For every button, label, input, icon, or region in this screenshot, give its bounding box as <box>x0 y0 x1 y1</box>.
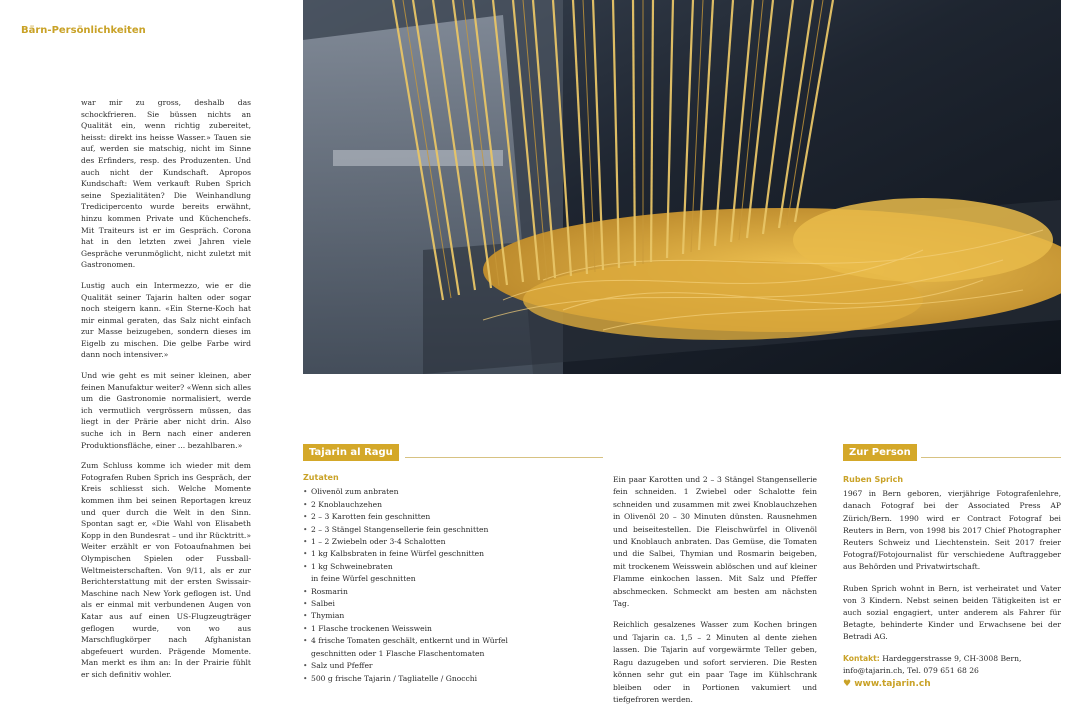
section-label: Bärn-Persönlichkeiten <box>21 25 146 36</box>
ingredient-item: • Olivenöl zum anbraten <box>303 486 513 498</box>
ingredient-item: in feine Würfel geschnitten <box>311 574 416 584</box>
ingredient-item: • 500 g frische Tajarin / Tagliatelle / Gnocchi <box>303 673 513 685</box>
article-left-column <box>81 97 251 690</box>
ingredients-list <box>303 486 513 685</box>
paragraph-3: Und wie geht es mit seiner kleinen, aber feinen Manufaktur weiter? «Wenn sich alles um die Gastronomie normalisiert, werde ich vermutlich vergrössern müssen, das liegt in der Prärie aber nicht drin. Also suche ich in Bern nach einer anderen Produktionsfläche, einer ... bezahlbaren.» <box>81 371 251 450</box>
contact-address: Hardeggerstrasse 9, CH-3008 Bern, <box>882 653 1022 663</box>
person-bio: 1967 in Bern geboren, vierjährige Fotografenlehre, danach Fotograf bei der Associated Press AP Zürich/Bern. 1990 wird er Contract Fotograf bei Reuters in Bern, von 1998 bis 2017 Chief Photographer Reuters Schweiz und Liechtenstein. Seit 2017 freier Fotograf/Fotojournalist für verschiedene Auftraggeber aus Behörden und Privatwirtschaft. <box>843 489 1061 572</box>
recipe-ingredients <box>303 472 513 685</box>
ingredient-item: • 2 – 3 Stängel Stangensellerie fein geschnitten <box>303 524 513 536</box>
ingredient-item: • Rosmarin <box>303 586 513 598</box>
recipe-title: Tajarin al Ragu <box>303 444 399 461</box>
paragraph-2: Lustig auch ein Intermezzo, wie er die Qualität seiner Tajarin halten oder sogar noch steigern kann. «Ein Sterne-Koch hat mir einmal geraten, das Salz nicht einfach zur Masse beizugeben, sondern dieses im Eigelb zu mischen. Die gelbe Farbe wird dann noch intensiver.» <box>81 280 251 360</box>
contact-email-phone: info@tajarin.ch, Tel. 079 651 68 26 <box>843 665 979 675</box>
ingredients-heading: Zutaten <box>303 473 339 482</box>
ingredient-item: • 1 – 2 Zwiebeln oder 3-4 Schalotten <box>303 536 513 548</box>
ingredient-item: geschnitten oder 1 Flasche Flaschentomaten <box>311 648 485 658</box>
ingredient-item: • 1 Flasche trockenen Weisswein <box>303 623 513 635</box>
recipe-divider <box>405 457 603 458</box>
ingredient-item: • 1 kg Schweinebraten <box>303 561 513 573</box>
person-name: Ruben Sprich <box>843 475 904 484</box>
method-paragraph-2: Reichlich gesalzenes Wasser zum Kochen bringen und Tajarin ca. 1,5 – 2 Minuten al dente ziehen lassen. Die Tajarin auf vorgewärmte Teller geben, Ragu dazugeben und sofort servieren. Die Resten können sehr gut ein paar Tage im Kühlschrank bleiben oder in Portionen vakumiert und tiefgefroren werden. <box>613 620 817 704</box>
ingredient-item: • Thymian <box>303 610 513 622</box>
person-contact <box>843 653 1061 677</box>
tajarin-pasta-photo <box>303 0 1061 374</box>
person-divider <box>921 457 1061 458</box>
method-paragraph-1: Ein paar Karotten und 2 – 3 Stängel Stangensellerie fein schneiden. 1 Zwiebel oder Schalotte fein schneiden und zusammen mit zwei Knoblauchzehen in Olivenöl 20 – 30 Minuten dünsten. Rausnehmen und beiseitestellen. Die Fleischwürfel in Olivenöl und Knoblauch anbraten. Das Gemüse, die Tomaten und die Salbei, Thymian und Rosmarin beigeben, mit trockenem Weisswein ablöschen und auf kleiner Flamme einkochen lassen. Mit Salz und Pfeffer abschmecken. Schmeckt am besten am nächsten Tag. <box>613 475 817 609</box>
ingredient-item: • Salz und Pfeffer <box>303 660 513 672</box>
person-title: Zur Person <box>843 444 917 461</box>
ingredient-item: • 1 kg Kalbsbraten in feine Würfel geschnitten <box>303 548 513 560</box>
website-link[interactable]: ♥ www.tajarin.ch <box>843 679 931 689</box>
contact-label: Kontakt: <box>843 653 880 663</box>
recipe-method <box>613 474 817 715</box>
ingredient-item: • Salbei <box>303 598 513 610</box>
ingredient-item: • 4 frische Tomaten geschält, entkernt und in Würfel <box>303 635 513 647</box>
ingredient-item: • 2 – 3 Karotten fein geschnitten <box>303 511 513 523</box>
paragraph-4: Zum Schluss komme ich wieder mit dem Fotografen Ruben Sprich ins Gespräch, der Kreis schliesst sich. Welche Momente kommen ihm bei seinen Reportagen kreuz und quer durch die Welt in den Sinn. Spontan sagt er, «Die Wahl von Elisabeth Kopp in den Bundesrat – und ihr Rücktritt.» Weiter erzählt er von Fotoaufnahmen bei Olympischen Spielen oder Fussball-Weltmeisterschaften. Von 9/11, als er zur Berichterstattung mit der ersten Swissair-Maschine nach New York geflogen ist. Und als er einmal mit verbundenen Augen von Katar aus auf einen US-Flugzeugträger geflogen wurde, von wo aus Marschflugkörper nach Afghanistan abgefeuert wurden. Prägende Momente. Man merkt es ihm an: In der Prairie fühlt er sich definitiv wohler. <box>81 461 251 679</box>
ingredient-item: • 2 Knoblauchzehen <box>303 499 513 511</box>
person-column <box>843 474 1061 686</box>
paragraph-1: war mir zu gross, deshalb das schockfrieren. Sie büssen nichts an Qualität ein, wenn richtig zubereitet, heisst: direkt ins heisse Wasser.» Tauen sie auf, werden sie matschig, nicht im Sinne des Erfinders, resp. des Produzenten. Und auch nicht der Kundschaft. Apropos Kundschaft: Wem verkauft Ruben Sprich seine Spezialitäten? Die Weinhandlung Tredicipercento wurde bereits erwähnt, hinzu kommen Private und Küchenchefs. Mit Traiteurs ist er im Gespräch. Corona hat in den letzten zwei Jahren viele Gespräche verunmöglicht, nicht zuletzt mit Gastronomen. <box>81 98 251 270</box>
person-family: Ruben Sprich wohnt in Bern, ist verheiratet und Vater von 3 Kindern. Nebst seinen beiden Tätigkeiten ist er auch sozial engagiert, unter anderem als Fahrer für Betagte, behinderte Kinder und Erwachsene bei der Betradi AG. <box>843 583 1061 642</box>
